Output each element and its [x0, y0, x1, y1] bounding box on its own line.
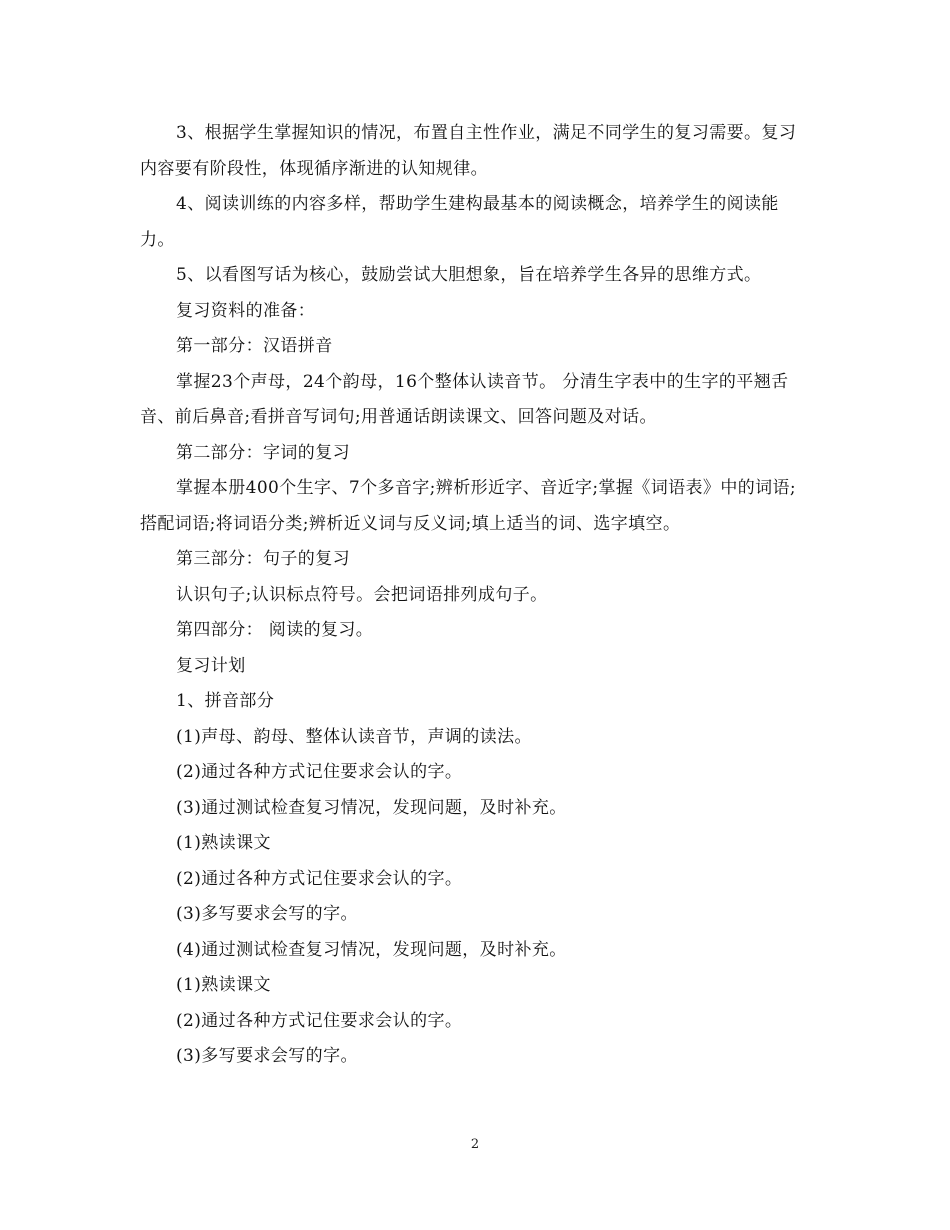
list-item: 1、拼音部分	[176, 691, 275, 711]
list-item: (1)熟读课文	[176, 975, 271, 995]
paragraph: 3、根据学生掌握知识的情况，布置自主性作业，满足不同学生的复习需要。复习内容要有阶段性，体现循序渐进的认知规律。	[140, 123, 797, 179]
list-item: (3)多写要求会写的字。	[176, 904, 358, 924]
section-heading: 复习计划	[176, 655, 246, 676]
paragraph: 认识句子;认识标点符号。会把词语排列成句子。	[176, 584, 548, 605]
list-item: (1)熟读课文	[176, 833, 271, 853]
list-item: (2)通过各种方式记住要求会认的字。	[176, 868, 463, 889]
paragraph: 掌握23个声母，24个韵母，16个整体认读音节。 分清生字表中的生字的平翘舌音、前后鼻音;看拼音写词句;用普通话朗读课文、回答问题及对话。	[140, 371, 789, 427]
list-item: (2)通过各种方式记住要求会认的字。	[176, 1010, 463, 1031]
document-body	[140, 116, 812, 1075]
paragraph: 复习资料的准备：	[176, 300, 316, 321]
list-item: (3)通过测试检查复习情况，发现问题，及时补充。	[176, 797, 567, 818]
section-heading: 第四部分： 阅读的复习。	[176, 620, 374, 640]
paragraph: 5、以看图写话为核心，鼓励尝试大胆想象，旨在培养学生各异的思维方式。	[176, 265, 762, 285]
list-item: (4)通过测试检查复习情况，发现问题，及时补充。	[176, 939, 567, 960]
page-number: 2	[470, 1137, 480, 1152]
section-heading: 第二部分：字词的复习	[176, 442, 350, 463]
list-item: (3)多写要求会写的字。	[176, 1046, 358, 1066]
paragraph: 掌握本册400个生字、7个多音字;辨析形近字、音近字;掌握《词语表》中的词语;搭配词语;将词语分类;辨析近义词与反义词;填上适当的词、选字填空。	[140, 478, 797, 534]
list-item: (2)通过各种方式记住要求会认的字。	[176, 762, 463, 782]
paragraph: 4、阅读训练的内容多样，帮助学生建构最基本的阅读概念，培养学生的阅读能力。	[140, 194, 779, 250]
section-heading: 第三部分：句子的复习	[176, 549, 350, 569]
section-heading: 第一部分：汉语拼音	[176, 336, 333, 356]
list-item: (1)声母、韵母、整体认读音节，声调的读法。	[176, 726, 532, 747]
